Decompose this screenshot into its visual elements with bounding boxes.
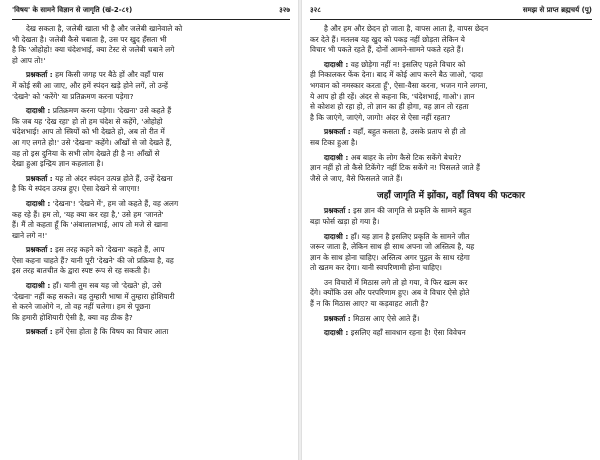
text-line bbox=[310, 35, 592, 46]
paragraph bbox=[310, 206, 592, 227]
text-line bbox=[310, 242, 592, 253]
speaker-label: प्रश्नकर्ता : bbox=[26, 70, 53, 80]
left-page-number: ३२७ bbox=[279, 6, 290, 14]
speaker-label: प्रश्नकर्ता : bbox=[324, 206, 351, 216]
line-text: उन विचारों में मिठास लगे तो हो गया, वे फिर खत्म कर bbox=[324, 277, 468, 287]
line-text: देंगे। क्योंकि उस और परपरिणाम हुए। अब वे विचार ऐसे होते bbox=[310, 288, 470, 298]
text-line bbox=[310, 153, 592, 164]
left-page-body bbox=[12, 24, 290, 338]
text-line bbox=[12, 56, 290, 67]
right-page-header bbox=[310, 6, 592, 20]
line-text: हाँ। यह ज्ञान है इसलिए प्रकृति के सामने जीत bbox=[348, 231, 470, 241]
paragraph bbox=[12, 199, 290, 241]
speaker-label: दादाश्री : bbox=[26, 198, 51, 208]
paragraph bbox=[12, 24, 290, 66]
paragraph bbox=[310, 278, 592, 310]
line-text: कि जब यह 'देख रहा' हो तो हम चंदेश से कहेंगे, 'ओहोहो bbox=[12, 116, 163, 126]
line-text: हो आप तो!' bbox=[12, 55, 46, 65]
line-text: हम किसी जगह पर बैठे हों और वहाँ पास bbox=[52, 70, 164, 80]
speaker-label: प्रश्नकर्ता : bbox=[324, 127, 351, 137]
right-page-number: ३२८ bbox=[310, 6, 321, 14]
text-line bbox=[12, 210, 290, 221]
line-text: से करने जाओगे न, तो वह नहीं चलेगा। हम से पूछना bbox=[12, 302, 151, 312]
line-text: देख सकता है, जलेबी खाता भी है और जलेबी खानेवाले को bbox=[26, 24, 183, 33]
line-text: कि हमारी होशियारी ऐसी है, क्या वह ठीक है? bbox=[12, 312, 133, 322]
text-line bbox=[310, 81, 592, 92]
text-line bbox=[310, 45, 592, 56]
text-line bbox=[12, 174, 290, 185]
text-line bbox=[12, 292, 290, 303]
line-text: ऐसा कहना चाहते हैं? यानी पूरी 'देखने' की जो प्रक्रिया है, वह bbox=[12, 255, 174, 265]
line-text: हाँ। यानी तुम सब यह जो 'देखते' हो, उसे bbox=[50, 281, 162, 291]
text-line bbox=[310, 253, 592, 264]
text-line bbox=[310, 127, 592, 138]
line-text: सब टिका हुआ है। bbox=[310, 137, 358, 147]
text-line bbox=[310, 232, 592, 243]
speaker-label: दादाश्री : bbox=[26, 281, 51, 291]
text-line bbox=[12, 81, 290, 92]
line-text: ज्ञान के साथ होना चाहिए। अस्तित्व अगर पुद्गल के साथ रहेगा bbox=[310, 252, 470, 262]
line-text: है और हम और छेदन हो जाता है, वापस आता है, वापस छेदन bbox=[324, 24, 489, 33]
line-text: है कि ये स्पंदन उत्पन्न हुए। ऐसा देखने से जाएगा! bbox=[12, 184, 140, 194]
paragraph bbox=[12, 281, 290, 323]
line-text: अब बाहर के लोग कैसे टिक सकेंगे बेचारे? bbox=[348, 152, 462, 162]
right-page-body-top bbox=[310, 24, 592, 184]
paragraph bbox=[310, 314, 592, 325]
line-text: वहाँ, बहुत कसता है, उसके प्रताप से ही तो bbox=[350, 127, 466, 137]
line-text: प्रतिक्रमण करना पड़ेगा। 'देखना' उसे कहते हैं bbox=[50, 106, 172, 116]
text-line bbox=[310, 102, 592, 113]
line-text: आ गए लगते हो!' उसे 'देखना' कहेंगे। आँखों से जो देखते हैं, bbox=[12, 137, 172, 147]
line-text: से कोशश हो रहा हो, तो ज्ञान का ही होगा, वह ज्ञान तो रहता bbox=[310, 102, 469, 112]
line-text: खाने लगे न!' bbox=[12, 230, 48, 240]
speaker-label: प्रश्नकर्ता : bbox=[26, 173, 53, 183]
line-text: इस तरह कहने को 'देखना' कहते हैं, आप bbox=[52, 245, 165, 255]
line-text: 'देखने' को 'करेंगे' या प्रतिक्रमण करना पड़ेगा? bbox=[12, 91, 134, 101]
line-text: कर देते हैं। मतलब यह खुद को पकड़ नहीं छोड़ता लेकिन ये bbox=[310, 34, 465, 44]
line-text: इस तरह बातचीत के द्वारा स्पष्ट रूप से रह सकती है। bbox=[12, 266, 151, 276]
section-heading: जहाँ जागृति में झोंका, वहाँ विषय की फटकार bbox=[377, 191, 525, 202]
line-text: हैं न कि मिठास आए? या कड़वाहट आती है? bbox=[310, 299, 429, 309]
text-line bbox=[12, 256, 290, 267]
paragraph bbox=[12, 174, 290, 195]
line-text: कह रहे हैं। हम तो, 'यह क्या कर रहा है,' उसे हम 'जानते' bbox=[12, 209, 164, 219]
line-text: इस ज्ञान की जागृति से प्रकृति के सामने बहुत bbox=[350, 206, 472, 216]
speaker-label: दादाश्री : bbox=[324, 152, 349, 162]
speaker-label: दादाश्री : bbox=[324, 231, 349, 241]
paragraph bbox=[12, 327, 290, 338]
left-header-title: 'विषय' के सामने विज्ञान से जागृति (खं-2-८१) bbox=[12, 6, 133, 14]
text-line bbox=[12, 199, 290, 210]
line-text: विचार भी पकते रहते हैं, दोनों आमने-सामने पकते रहते हैं। bbox=[310, 45, 464, 55]
line-text: मिठास आए ऐसे आते हैं। bbox=[350, 313, 420, 323]
text-line bbox=[310, 206, 592, 217]
text-line bbox=[310, 263, 592, 274]
text-line bbox=[12, 184, 290, 195]
paragraph bbox=[310, 232, 592, 274]
line-text: जैसे ले जाए, वैसे फिसलते जाते हैं। bbox=[310, 173, 403, 183]
line-text: जरूर जाता है, लेकिन साथ ही साथ अपना जो अस्तित्व है, यह bbox=[310, 242, 475, 252]
line-text: 'देखना' नहीं कह सकते। वह तुम्हारी भाषा में तुम्हारा होशियारी bbox=[12, 291, 175, 301]
text-line bbox=[12, 220, 290, 231]
text-line bbox=[310, 163, 592, 174]
speaker-label: प्रश्नकर्ता : bbox=[26, 327, 53, 337]
text-line bbox=[12, 24, 290, 35]
line-text: हमें ऐसा होता है कि विषय का विचार आता bbox=[52, 327, 169, 337]
speaker-label: दादाश्री : bbox=[324, 59, 349, 69]
text-line bbox=[310, 314, 592, 325]
line-text: हैं। मैं तो कहता हूँ कि 'अंबालालभाई, आप तो मजे से खाना bbox=[12, 220, 168, 230]
line-text: इसलिए वहाँ सावधान रहना है! ऐसा विवेचन bbox=[348, 328, 466, 338]
speaker-label: प्रश्नकर्ता : bbox=[324, 313, 351, 323]
line-text: बड़ा फोर्स खड़ा हो गया है। bbox=[310, 216, 380, 226]
paragraph bbox=[12, 106, 290, 170]
text-line bbox=[12, 35, 290, 46]
right-page-body-bottom bbox=[310, 206, 592, 339]
text-line bbox=[12, 245, 290, 256]
text-line bbox=[310, 113, 592, 124]
text-line bbox=[12, 138, 290, 149]
line-text: ज्ञान नहीं हो तो कैसे टिकेंगे? नहीं टिक सकेंगे न! पिसलते जाते हैं bbox=[310, 163, 480, 173]
line-text: यह तो अंदर स्पंदन उत्पन्न होते हैं, उन्हें देखना bbox=[52, 173, 173, 183]
text-line bbox=[310, 92, 592, 103]
line-text: देखा हुआ इन्द्रिय ज्ञान कहलाता है। bbox=[12, 159, 104, 169]
speaker-label: दादाश्री : bbox=[324, 328, 349, 338]
left-page-header bbox=[12, 6, 290, 20]
text-line bbox=[310, 60, 592, 71]
speaker-label: दादाश्री : bbox=[26, 106, 51, 116]
line-text: ये आप हो ही रहें। अंदर से कहना कि, 'चंदेशभाई, गाओ'। ज्ञान bbox=[310, 91, 475, 101]
text-line bbox=[12, 313, 290, 324]
text-line bbox=[12, 117, 290, 128]
text-line bbox=[310, 24, 592, 35]
text-line bbox=[310, 138, 592, 149]
paragraph bbox=[310, 24, 592, 56]
line-text: वह छोड़ेगा नहीं न! इसलिए पहले विचार को bbox=[348, 59, 466, 69]
text-line bbox=[310, 278, 592, 289]
line-text: है कि 'ओहोहो! क्या चंदेशभाई, क्या टेस्ट से जलेबी चबाने लगे bbox=[12, 45, 175, 55]
line-text: भगवान को नमस्कार करता हूँ', ऐसा-वैसा करना, भजन गाने लगना, bbox=[310, 80, 488, 90]
right-header-title: समझ से प्राप्त ब्रह्मचर्य (पू) bbox=[522, 6, 592, 14]
speaker-label: प्रश्नकर्ता : bbox=[26, 245, 53, 255]
paragraph bbox=[12, 70, 290, 102]
text-line bbox=[12, 149, 290, 160]
line-text: तो खतम कर देगा। यानी स्वपरिणामी होना चाहिए। bbox=[310, 263, 442, 273]
text-line bbox=[12, 127, 290, 138]
paragraph bbox=[310, 127, 592, 148]
text-line bbox=[12, 327, 290, 338]
paragraph bbox=[310, 153, 592, 185]
text-line bbox=[12, 45, 290, 56]
line-text: भी देखता है। जलेबी कैसे चबाता है, उस पर खुद हँसता भी bbox=[12, 34, 167, 44]
paragraph bbox=[12, 245, 290, 277]
line-text: है कि जाएंगे, जाएंगे, जागो! अंदर से ऐसा नहीं रहता? bbox=[310, 112, 451, 122]
text-line bbox=[12, 231, 290, 242]
line-text: 'देखना'! 'देखने में', हम जो कहते हैं, वह अलग bbox=[50, 198, 179, 208]
text-line bbox=[310, 217, 592, 228]
text-line bbox=[310, 299, 592, 310]
text-line bbox=[310, 288, 592, 299]
text-line bbox=[12, 281, 290, 292]
text-line bbox=[12, 70, 290, 81]
line-text: में कोई स्त्री आ जाए, और हमें स्पंदन खड़े होने लगें, तो उन्हें bbox=[12, 80, 168, 90]
text-line bbox=[12, 302, 290, 313]
paragraph bbox=[310, 60, 592, 124]
text-line bbox=[310, 328, 592, 339]
text-line bbox=[12, 92, 290, 103]
line-text: चंदेशभाई! आप तो स्त्रियों को भी देखते हो, अब तो रीत में bbox=[12, 127, 165, 137]
line-text: ही निकालकर फेंक देना। बाद में कोई आप करने बैठ जाओ, 'दादा bbox=[310, 70, 483, 80]
right-page bbox=[300, 0, 600, 460]
text-line bbox=[310, 70, 592, 81]
text-line bbox=[12, 159, 290, 170]
text-line bbox=[310, 174, 592, 185]
paragraph bbox=[310, 328, 592, 339]
text-line bbox=[12, 266, 290, 277]
line-text: वह तो इस दुनिया के सभी लोग देखते ही है न! आँखों से bbox=[12, 148, 160, 158]
text-line bbox=[12, 106, 290, 117]
